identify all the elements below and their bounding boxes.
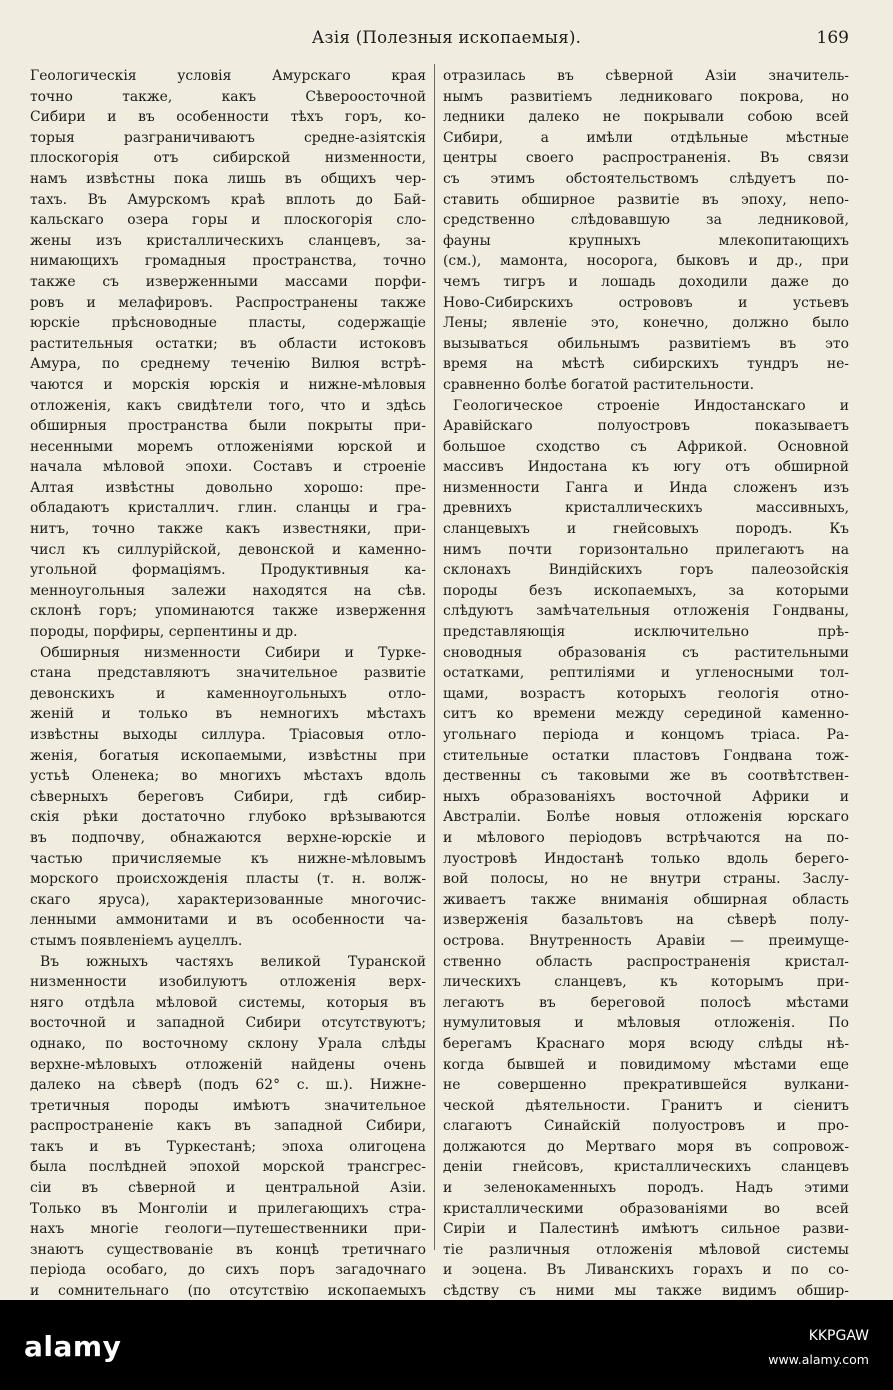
text-line: знаютъ существованіе въ концѣ третичнаго [30,1241,427,1258]
left-column [30,66,426,1300]
text-line: чаются и морскія юрскія и нижне-мѣловыя [30,376,426,393]
text-line: начала мѣловой эпохи. Составъ и строеніе [30,459,427,476]
text-line: юрскіе прѣсноводные пласты, содержащіе [30,315,426,332]
text-line: отложенія, какъ свидѣтели того, что и здѣсь [30,397,426,414]
text-line: съ этимъ обстоятельствомъ слѣдуетъ по- [443,170,849,187]
watermark-url: www.alamy.com [768,1352,869,1367]
text-line: живаетъ также вниманія обширная область [443,891,849,908]
text-line: сіи въ сѣверной и центральной Азіи. [30,1180,426,1197]
text-line: Аравійскаго полуостровъ показываетъ [443,418,849,435]
text-line: однако, по восточному склону Урала слѣды [30,1035,426,1052]
text-line: третичныя породы имѣютъ значительное [30,1097,426,1114]
text-line: скаго яруса), характеризованные многочис- [30,891,427,908]
text-line: сравненно болѣе богатой растительности. [443,376,755,393]
text-line: морского происхожденія пласты (т. н. волж- [30,871,427,888]
text-line: стительные остатки пластовъ Гондвана тож- [443,747,850,764]
text-line: нимающихъ громадныя пространства, точно [30,253,427,270]
text-line: Ново-Сибирскихъ острововъ и устьевъ [443,294,849,311]
text-line: верхне-мѣловыхъ отложеній найдены очень [30,1056,427,1073]
text-line: въ подпочву, обнажаются верхне-юрскіе и [30,829,426,846]
text-line: острова. Внутренность Аравіи — преимуще- [443,932,849,949]
running-head: Азія (Полезныя ископаемыя). [311,28,582,47]
text-line: Геологическое строеніе Индостанскаго и [453,397,850,414]
image-id: KKPGAW [808,1328,869,1344]
text-line: несенными моремъ отложеніями юрской и [30,438,426,455]
text-line: торыя разграничиваютъ средне-азіятскія [30,129,426,146]
text-line: сѣдству съ ними мы также видимъ обшир- [443,1283,849,1300]
text-line: Австраліи. Болѣе новыя отложенія юрскаго [443,809,849,826]
text-line: фауны крупныхъ млекопитающихъ [443,232,849,249]
text-line: большое сходство съ Африкой. Основной [443,438,849,455]
text-line: нумулитовыя и мѣловыя отложенія. По [443,1015,849,1032]
text-line: ческой дѣятельности. Гранитъ и сіенитъ [443,1097,849,1114]
text-line: низменности Ганга и Инда сложенъ изъ [443,479,849,496]
text-line: щами, возрастъ которыхъ геологія отно- [443,685,849,702]
text-line: женій и только въ немногихъ мѣстахъ [30,706,426,723]
text-line: ставить обширное развитіе въ эпоху, непо- [443,191,849,208]
text-line: намъ извѣстны пока лишь въ общихъ чер- [30,170,427,187]
text-line: менноугольныя залежи находятся на сѣв. [30,582,426,599]
text-line: нимъ почти горизонтально прилегаютъ на [443,541,849,558]
text-line: ленными аммонитами и въ особенности ча- [30,912,426,929]
text-line: извѣстны выходы силлура. Тріасовыя отло- [30,727,426,743]
text-line: угольнаго періода и концомъ тріаса. Ра- [443,727,849,743]
text-line: ситъ ко времени между серединой каменно- [443,706,849,723]
page-header [0,28,893,54]
text-line: когда бывшей и повидимому мѣстами еще [443,1056,849,1073]
text-line: берегамъ Краснаго моря всюду слѣды нѣ- [443,1035,850,1052]
text-line: сѣверныхъ береговъ Сибири, гдѣ сибир- [30,788,426,805]
text-line: вызываться обильнымъ развитіемъ въ это [443,335,849,352]
text-line: жены изъ кристаллическихъ сланцевъ, за- [30,232,427,249]
page-number: 169 [816,28,849,48]
text-line: кристаллическими образованіями во всей [443,1200,849,1217]
text-line: Лены; явленіе это, конечно, должно было [443,315,850,332]
text-line: устьѣ Оленека; во многихъ мѣстахъ вдоль [30,768,426,785]
paragraph-turan-lowland [30,952,426,1300]
text-line: нитъ, точно также какъ известняки, при- [30,521,426,538]
text-line: числ къ силлурійской, девонской и каменно- [30,541,427,558]
text-line: породы безъ ископаемыхъ, за которыми [443,582,849,599]
text-line: ственно область распространенія кристал- [443,953,849,970]
text-line: кальскаго озера горы и плоскогорія сло- [30,212,427,229]
text-line: также съ изверженными массами порфи- [30,273,427,290]
column-divider [434,64,435,1250]
text-line: плоскогорія отъ сибирской низменности, [30,150,426,167]
text-line: растительныя остатки; въ области истоковъ [30,335,426,352]
text-line: угольной формаціямъ. Продуктивныя ка- [30,562,426,579]
text-line: отразилась въ сѣверной Азіи значитель- [443,68,849,84]
text-line: не совершенно прекратившейся вулкани- [443,1077,849,1094]
text-line: была послѣдней эпохой морской трансгрес- [30,1159,426,1176]
text-line: и сомнительнаго (по отсутствію ископаемыхъ [30,1283,426,1300]
text-line: Геологическія условія Амурскаго края [30,68,426,84]
text-line: стана представляютъ значительное развитіе [30,665,427,682]
text-line: склонѣ горъ; упоминаются также изверження [30,603,427,620]
alamy-logo: alamy [24,1330,122,1363]
text-line: сноводныя образованія съ растительными [443,644,850,661]
text-line: и мѣлового періодовъ встрѣчаются на по- [443,829,849,846]
text-line: далеко на сѣверѣ (подъ 62° с. ш.). Нижне- [30,1077,427,1094]
text-line: чемъ тигръ и лошадь доходили даже до [443,273,849,290]
text-line: Сиріи и Палестинѣ имѣютъ сильное разви- [443,1221,850,1238]
text-line: тахъ. Въ Амурскомъ краѣ вплоть до Бай- [30,191,426,208]
text-line: Алтая извѣстны довольно хорошо: пре- [30,479,427,496]
text-line: нахъ многіе геологи—путешественники при- [30,1221,427,1238]
text-line: склонахъ Виндійскихъ горъ палеозойскія [443,562,850,579]
text-line: время на мѣстѣ сибирскихъ тундръ не- [443,356,850,373]
text-line: (см.), мамонта, носорога, быковъ и др., при [443,253,849,270]
text-line: деніи гнейсовъ, кристаллическихъ сланцевъ [443,1159,850,1176]
text-line: распространеніе какъ въ западной Сибири, [30,1118,427,1135]
text-line: няго отдѣла мѣловой системы, которыя въ [30,994,426,1011]
paragraph-amur-geology [30,66,426,643]
paragraph-hindustan-arabia [443,396,849,1301]
text-line: изверженія базальтовъ на сѣверѣ полу- [443,912,850,929]
text-line: Сибири, а имѣли отдѣльные мѣстные [443,129,849,146]
text-line: дественны съ таковыми же въ соотвѣтствен- [443,768,849,785]
text-line: должаются до Мертваго моря въ сопровож- [443,1138,850,1155]
text-line: Обширныя низменности Сибири и Турке- [40,644,426,661]
text-line: Только въ Монголіи и прилегающихъ стра- [30,1200,426,1217]
text-line: центры своего распространенія. Въ связи [443,150,849,167]
text-line: слѣдуютъ замѣчательныя отложенія Гондваны, [443,603,849,620]
text-line: средственно слѣдовавшую за ледниковой, [443,212,849,229]
paragraph-siberia-lowlands [30,643,426,952]
text-line: тіе различныя отложенія мѣловой системы [443,1241,849,1258]
text-line: восточной и западной Сибири отсутствуютъ; [30,1015,426,1032]
text-line: слагаютъ Синайскій полуостровъ и про- [443,1118,849,1135]
text-line: точно также, какъ Сѣвероосточной [30,88,426,105]
text-line: женія, богатыя ископаемыми, извѣстны при [30,747,427,764]
text-line: ныхъ образованіяхъ восточной Африки и [443,788,849,805]
watermark-bar [0,1300,893,1390]
right-column [443,66,849,1300]
text-line: девонскихъ и каменноугольныхъ отло- [30,685,427,702]
text-line: скія рѣки достаточно глубоко врѣзываются [30,809,426,826]
text-line: обширныя пространства были покрыты при- [30,418,426,435]
text-line: нымъ развитіемъ ледниковаго покрова, но [443,88,849,105]
text-line: и зеленокаменныхъ породъ. Надъ этими [443,1180,849,1197]
text-line: сланцевыхъ и гнейсовыхъ породъ. Къ [443,521,849,538]
text-line: лическихъ сланцевъ, къ которымъ при- [443,974,850,991]
text-line: періода особаго, до сихъ поръ загадочнаго [30,1262,427,1279]
text-line: древнихъ кристаллическихъ массивныхъ, [443,500,849,517]
text-line: легаютъ въ береговой полосѣ мѣстами [443,994,849,1011]
text-line: стымъ появленіемъ ауцеллъ. [30,932,243,949]
text-line: массивъ Индостана къ югу отъ обширной [443,459,849,476]
text-line: луостровѣ Индостанѣ только вдоль берего- [443,850,849,867]
text-line: представляющія исключительно прѣ- [443,624,849,641]
text-line: Въ южныхъ частяхъ великой Туранской [40,953,426,970]
paragraph-glaciation [443,66,849,396]
text-line: ровъ и мелафировъ. Распространены также [30,294,426,311]
text-line: Сибири и въ особенности тѣхъ горъ, ко- [30,109,426,126]
text-line: обладаютъ кристаллич. глин. сланцы и гра- [30,500,427,517]
text-line: остатками, рептиліями и угленосными тол- [443,665,849,682]
text-line: и эоцена. Въ Ливанскихъ горахъ и по со- [443,1262,849,1279]
text-line: ледники далеко не покрывали собою всей [443,109,850,126]
text-line: частью причисляемые къ нижне-мѣловымъ [30,850,426,867]
text-line: низменности изобилуютъ отложенія верх- [30,974,426,991]
text-line: Амура, по среднему теченію Вилюя встрѣ- [30,356,426,373]
text-line: породы, порфиры, серпентины и др. [30,624,298,641]
text-line: такъ и въ Туркестанѣ; эпоха олигоцена [30,1138,426,1155]
text-line: вой полосы, но не внутри страны. Заслу- [443,871,849,888]
